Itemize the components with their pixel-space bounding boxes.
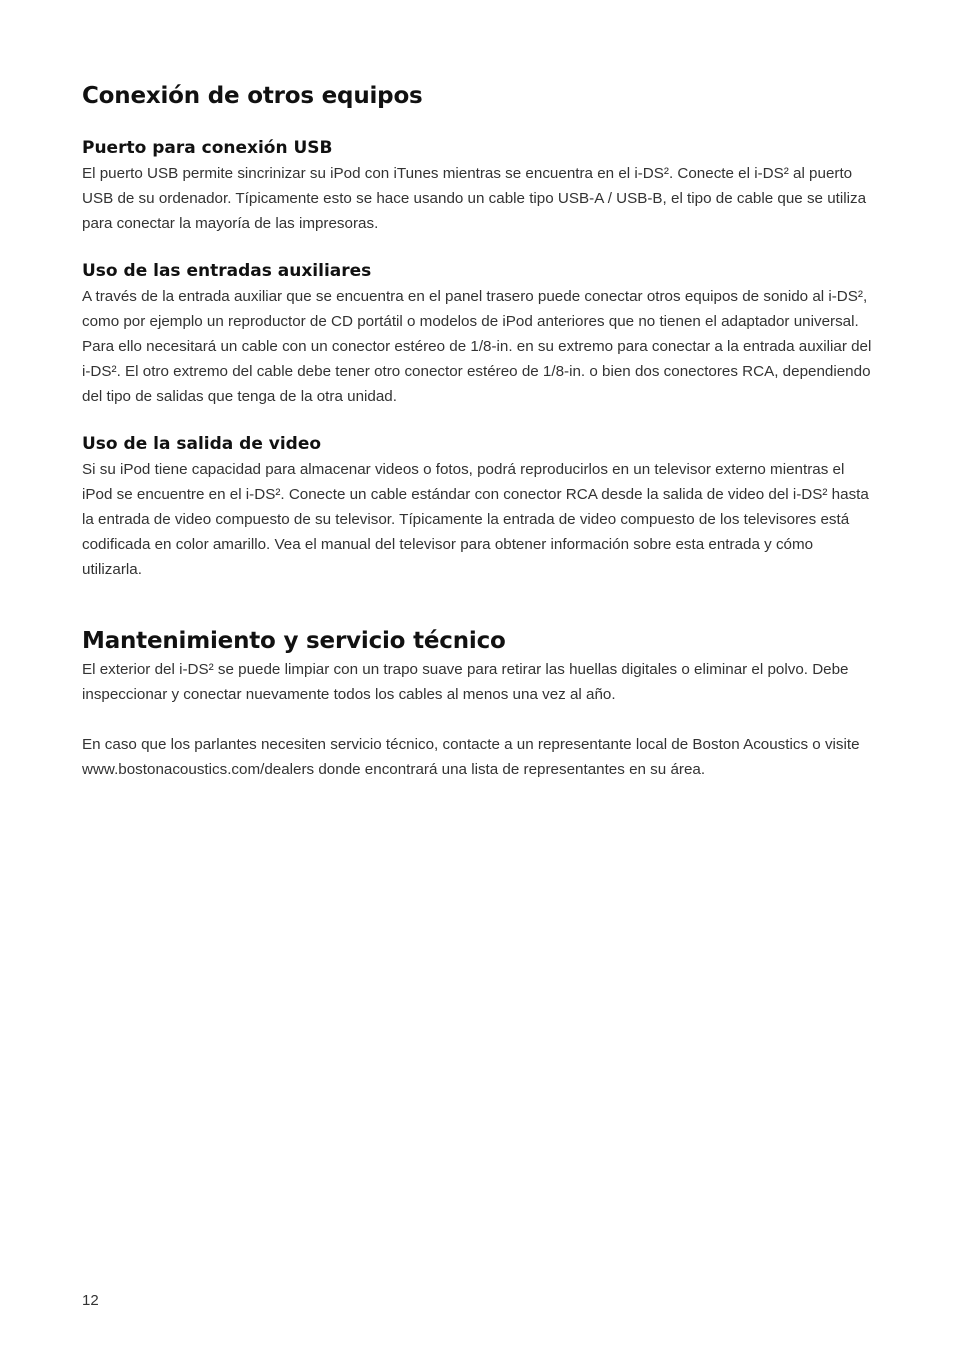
subsection-body-auxiliares: A través de la entrada auxiliar que se encuentra en el panel trasero puede conectar otros equipos de sonido al i-DS², como por ejemplo un reproductor de CD portátil o modelos de iPod anteriores que no tienen el adaptador universal. Para ello necesitará un cable con un conector estéreo de 1/8-in. en su extremo para conectar a la entrada auxiliar del i-DS². El otro extremo del cable debe tener otro conector estéreo de 1/8-in. o bien dos conectores RCA, dependiendo del tipo de salidas que tenga de la otra unidad. (82, 287, 872, 406)
subsection-body-video: Si su iPod tiene capacidad para almacenar videos o fotos, podrá reproducirlos en un televisor externo mientras el iPod se encuentre en el i-DS². Conecte un cable estándar con conector RCA desde la salida de video del i-DS² hasta la entrada de video compuesto de su televisor. Típicamente la entrada de video compuesto de los televisores está codificada en color amarillo. Vea el manual del televisor para obtener información sobre esta entrada y cómo utilizarla. (82, 460, 869, 579)
maintenance-paragraph-cleaning: El exterior del i-DS² se puede limpiar con un trapo suave para retirar las huellas digitales o eliminar el polvo. Debe inspeccionar y conectar nuevamente todos los cables al menos una vez al año. (82, 660, 849, 703)
subsection-usb (82, 136, 872, 237)
maintenance-paragraph-service: En caso que los parlantes necesiten servicio técnico, contacte a un representante local de Boston Acoustics o visite www.bostonacoustics.com/dealers donde encontrará una lista de representantes en su área. (82, 736, 860, 779)
subsection-heading-usb: Puerto para conexión USB (82, 138, 333, 158)
section-title-conexion: Conexión de otros equipos (82, 83, 423, 109)
section-title-mantenimiento: Mantenimiento y servicio técnico (82, 627, 506, 654)
subsection-heading-video: Uso de la salida de video (82, 433, 322, 454)
document-page (82, 80, 872, 782)
subsection-video (82, 432, 872, 583)
subsection-body-usb: El puerto USB permite sincrinizar su iPod con iTunes mientras se encuentra en el i-DS². Conecte el i-DS² al puerto USB de su ordenador. Típicamente esto se hace usando un cable tipo USB-A / USB-B, el tipo de cable que se utiliza para conectar la mayoría de las impresoras. (82, 165, 867, 233)
page-number: 12 (82, 1292, 99, 1309)
subsection-auxiliares (82, 259, 872, 410)
subsection-heading-auxiliares: Uso de las entradas auxiliares (82, 260, 372, 281)
